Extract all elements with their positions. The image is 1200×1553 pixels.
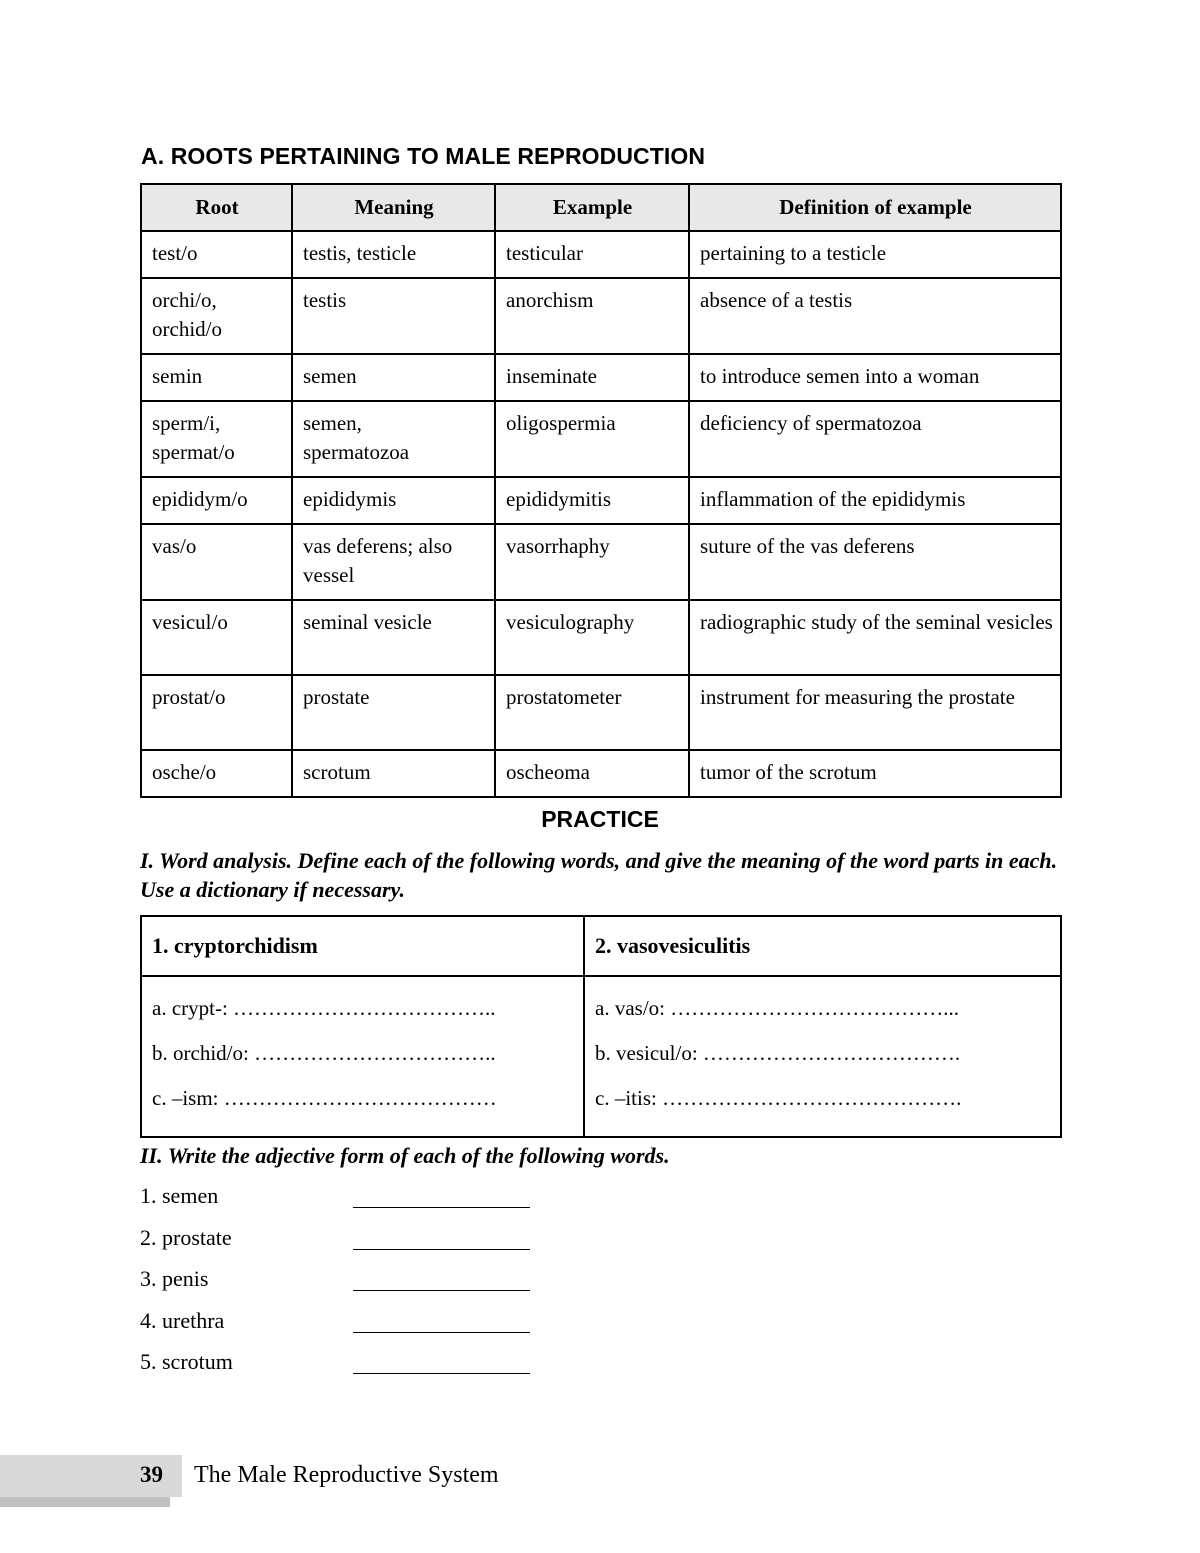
definition-cell: deficiency of spermatozoa: [689, 401, 1061, 477]
word-part-line[interactable]: c. –ism: …………………………………: [152, 1086, 497, 1110]
word-part-line[interactable]: c. –itis: …………………………………….: [595, 1086, 962, 1110]
practice-title: PRACTICE: [541, 806, 659, 832]
definition-cell: inflammation of the epididymis: [689, 477, 1061, 524]
word-title-cryptorchidism: 1. cryptorchidism: [141, 916, 584, 976]
adjective-word: 3. penis: [140, 1266, 209, 1291]
example-cell: oligospermia: [495, 401, 689, 477]
table-row: [141, 600, 1061, 675]
root-cell: sperm/i, spermat/o: [141, 401, 292, 477]
example-cell: inseminate: [495, 354, 689, 401]
example-cell: vasorrhaphy: [495, 524, 689, 600]
example-cell: epididymitis: [495, 477, 689, 524]
word-part-line[interactable]: a. crypt-: ………………………………..: [152, 996, 496, 1020]
meaning-cell: prostate: [292, 675, 495, 750]
word-part-line[interactable]: a. vas/o: …………………………………...: [595, 996, 959, 1020]
word-analysis-table: [140, 915, 1062, 1138]
header-example: Example: [495, 184, 689, 231]
example-cell: vesiculography: [495, 600, 689, 675]
definition-cell: instrument for measuring the prostate: [689, 675, 1061, 750]
meaning-cell: vas deferens; also vessel: [292, 524, 495, 600]
answer-blank[interactable]: [353, 1290, 530, 1291]
answer-blank[interactable]: [353, 1207, 530, 1208]
definition-cell: radiographic study of the seminal vesicles: [689, 600, 1061, 675]
meaning-cell: semen, spermatozoa: [292, 401, 495, 477]
adjective-word: 1. semen: [140, 1183, 219, 1208]
example-cell: anorchism: [495, 278, 689, 354]
root-cell: prostat/o: [141, 675, 292, 750]
table-row: [141, 524, 1061, 600]
root-cell: test/o: [141, 231, 292, 278]
meaning-cell: testis: [292, 278, 495, 354]
word-part-line[interactable]: b. orchid/o: ……………………………..: [152, 1041, 496, 1065]
table-row: [141, 750, 1061, 797]
chapter-title: The Male Reproductive System: [194, 1462, 499, 1488]
word-parts-vasovesiculitis: [584, 976, 1061, 1137]
answer-blank[interactable]: [353, 1373, 530, 1374]
word-parts-row: [141, 976, 1061, 1137]
table-row: [141, 401, 1061, 477]
example-cell: oscheoma: [495, 750, 689, 797]
root-cell: osche/o: [141, 750, 292, 797]
header-meaning: Meaning: [292, 184, 495, 231]
answer-blank[interactable]: [353, 1249, 530, 1250]
root-cell: semin: [141, 354, 292, 401]
definition-cell: absence of a testis: [689, 278, 1061, 354]
roots-table: [140, 183, 1062, 798]
word-title-vasovesiculitis: 2. vasovesiculitis: [584, 916, 1061, 976]
page-number: 39: [140, 1462, 163, 1487]
adjective-word: 5. scrotum: [140, 1349, 233, 1374]
roots-table-header: [141, 184, 1061, 231]
header-root: Root: [141, 184, 292, 231]
answer-blank[interactable]: [353, 1332, 530, 1333]
root-cell: vesicul/o: [141, 600, 292, 675]
root-cell: orchi/o, orchid/o: [141, 278, 292, 354]
word-analysis-header: [141, 916, 1061, 976]
table-row: [141, 231, 1061, 278]
table-row: [141, 675, 1061, 750]
example-cell: testicular: [495, 231, 689, 278]
definition-cell: suture of the vas deferens: [689, 524, 1061, 600]
meaning-cell: testis, testicle: [292, 231, 495, 278]
meaning-cell: scrotum: [292, 750, 495, 797]
word-analysis-instruction: I. Word analysis. Define each of the following words, and give the meaning of the word parts in each. Use a dictionary if necessary.: [140, 848, 1058, 902]
root-cell: epididym/o: [141, 477, 292, 524]
table-row: [141, 477, 1061, 524]
table-row: [141, 278, 1061, 354]
definition-cell: to introduce semen into a woman: [689, 354, 1061, 401]
meaning-cell: epididymis: [292, 477, 495, 524]
meaning-cell: seminal vesicle: [292, 600, 495, 675]
header-definition: Definition of example: [689, 184, 1061, 231]
adjective-word: 2. prostate: [140, 1224, 232, 1250]
word-part-line[interactable]: b. vesicul/o: ……………………………….: [595, 1041, 961, 1065]
meaning-cell: semen: [292, 354, 495, 401]
table-row: [141, 354, 1061, 401]
root-cell: vas/o: [141, 524, 292, 600]
definition-cell: pertaining to a testicle: [689, 231, 1061, 278]
section-title: A. ROOTS PERTAINING TO MALE REPRODUCTION: [141, 143, 706, 169]
example-cell: prostatometer: [495, 675, 689, 750]
adjective-instruction: II. Write the adjective form of each of the following words.: [140, 1143, 670, 1168]
definition-cell: tumor of the scrotum: [689, 750, 1061, 797]
word-parts-cryptorchidism: [141, 976, 584, 1137]
footer-strip: [0, 1497, 170, 1507]
adjective-word: 4. urethra: [140, 1307, 225, 1333]
